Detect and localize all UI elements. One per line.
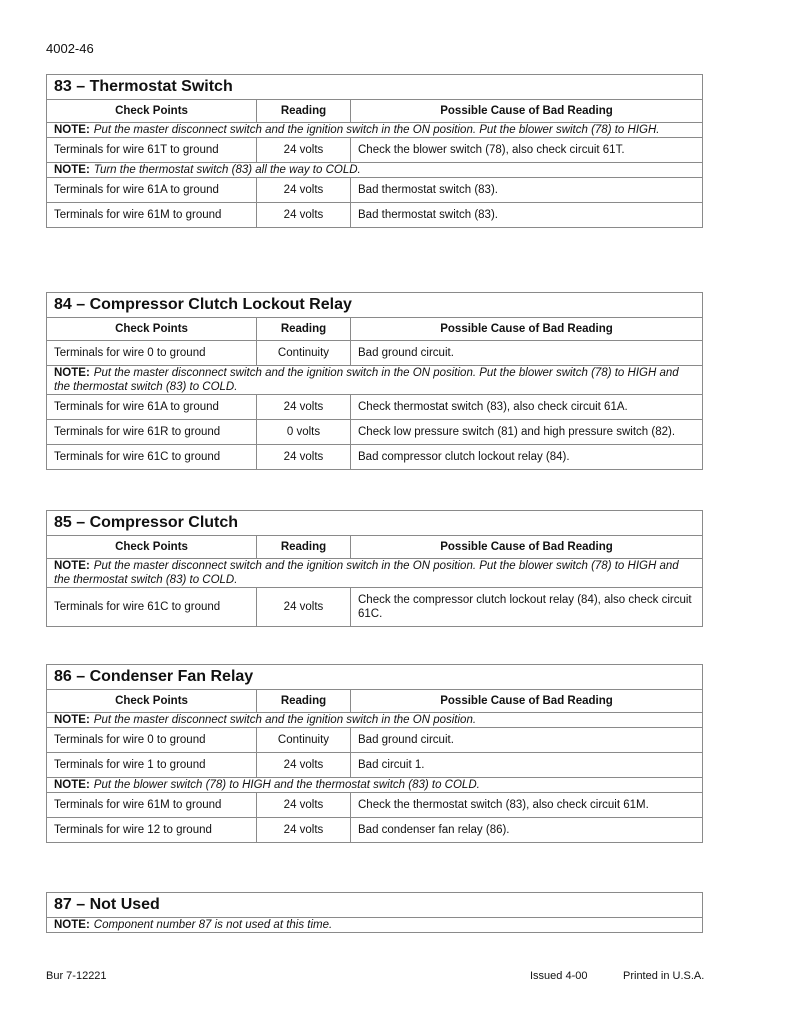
check-points-header: Check Points (47, 318, 257, 341)
cause-cell: Check the compressor clutch lockout relay (84), also check circuit 61C. (351, 588, 703, 627)
section-table (46, 74, 703, 228)
page-number: 4002-46 (46, 41, 94, 56)
check-point-cell: Terminals for wire 12 to ground (47, 818, 257, 843)
check-point-cell: Terminals for wire 1 to ground (47, 753, 257, 778)
cause-header: Possible Cause of Bad Reading (351, 100, 703, 123)
table-row (47, 588, 703, 627)
check-point-cell: Terminals for wire 61A to ground (47, 395, 257, 420)
section-table (46, 892, 703, 933)
note-row (47, 366, 703, 395)
reading-cell: 24 volts (257, 203, 351, 228)
check-point-cell: Terminals for wire 61R to ground (47, 420, 257, 445)
note-text: Put the master disconnect switch and the ignition switch in the ON position. Put the blower switch (78) to HIGH and the thermostat switch (83) to COLD. (54, 560, 679, 586)
table-row (47, 420, 703, 445)
note-cell (47, 163, 703, 178)
section-title: 83 – Thermostat Switch (47, 75, 703, 100)
reading-cell: 24 volts (257, 588, 351, 627)
note-text: Put the master disconnect switch and the ignition switch in the ON position. (93, 714, 477, 726)
check-point-cell: Terminals for wire 61T to ground (47, 138, 257, 163)
note-cell (47, 559, 703, 588)
cause-header: Possible Cause of Bad Reading (351, 536, 703, 559)
cause-cell: Bad thermostat switch (83). (351, 178, 703, 203)
check-point-cell: Terminals for wire 61C to ground (47, 445, 257, 470)
cause-cell: Check thermostat switch (83), also check circuit 61A. (351, 395, 703, 420)
note-row (47, 778, 703, 793)
note-cell (47, 778, 703, 793)
check-points-header: Check Points (47, 690, 257, 713)
note-text: Put the master disconnect switch and the ignition switch in the ON position. Put the blower switch (78) to HIGH and the thermostat switch (83) to COLD. (54, 367, 679, 393)
note-cell (47, 123, 703, 138)
cause-cell: Bad thermostat switch (83). (351, 203, 703, 228)
cause-cell: Bad compressor clutch lockout relay (84). (351, 445, 703, 470)
check-points-header: Check Points (47, 100, 257, 123)
reading-cell: 24 volts (257, 793, 351, 818)
note-row (47, 918, 703, 933)
cause-cell: Check low pressure switch (81) and high pressure switch (82). (351, 420, 703, 445)
check-point-cell: Terminals for wire 61C to ground (47, 588, 257, 627)
column-header-row (47, 318, 703, 341)
reading-cell: 24 volts (257, 395, 351, 420)
table-row (47, 445, 703, 470)
reading-cell: 24 volts (257, 818, 351, 843)
column-header-row (47, 100, 703, 123)
cause-header: Possible Cause of Bad Reading (351, 318, 703, 341)
section-title: 87 – Not Used (47, 893, 703, 918)
note-row (47, 559, 703, 588)
cause-header: Possible Cause of Bad Reading (351, 690, 703, 713)
note-cell (47, 918, 703, 933)
table-row (47, 395, 703, 420)
note-cell (47, 713, 703, 728)
note-text: Put the master disconnect switch and the ignition switch in the ON position. Put the blower switch (78) to HIGH. (93, 124, 660, 136)
reading-cell: 0 volts (257, 420, 351, 445)
note-label: NOTE: (54, 919, 90, 931)
note-text: Put the blower switch (78) to HIGH and the thermostat switch (83) to COLD. (93, 779, 480, 791)
reading-cell: 24 volts (257, 138, 351, 163)
reading-cell: 24 volts (257, 178, 351, 203)
cause-cell: Bad ground circuit. (351, 341, 703, 366)
table-row (47, 728, 703, 753)
check-point-cell: Terminals for wire 0 to ground (47, 728, 257, 753)
column-header-row (47, 690, 703, 713)
reading-header: Reading (257, 536, 351, 559)
note-row (47, 713, 703, 728)
section-title: 86 – Condenser Fan Relay (47, 665, 703, 690)
reading-cell: 24 volts (257, 753, 351, 778)
section-title: 85 – Compressor Clutch (47, 511, 703, 536)
check-point-cell: Terminals for wire 61A to ground (47, 178, 257, 203)
check-point-cell: Terminals for wire 61M to ground (47, 203, 257, 228)
cause-cell: Bad circuit 1. (351, 753, 703, 778)
cause-cell: Bad ground circuit. (351, 728, 703, 753)
note-label: NOTE: (54, 124, 90, 136)
cause-cell: Bad condenser fan relay (86). (351, 818, 703, 843)
table-row (47, 178, 703, 203)
footer-document-number: Bur 7-12221 (46, 970, 107, 982)
reading-header: Reading (257, 318, 351, 341)
note-cell (47, 366, 703, 395)
cause-cell: Check the blower switch (78), also check circuit 61T. (351, 138, 703, 163)
reading-cell: Continuity (257, 728, 351, 753)
note-row (47, 163, 703, 178)
section-table (46, 510, 703, 627)
section-table (46, 664, 703, 843)
table-row (47, 818, 703, 843)
column-header-row (47, 536, 703, 559)
check-points-header: Check Points (47, 536, 257, 559)
footer-issued: Issued 4-00 (530, 970, 588, 982)
table-row (47, 138, 703, 163)
note-label: NOTE: (54, 560, 90, 572)
reading-cell: 24 volts (257, 445, 351, 470)
note-label: NOTE: (54, 367, 90, 379)
reading-header: Reading (257, 100, 351, 123)
check-point-cell: Terminals for wire 0 to ground (47, 341, 257, 366)
cause-cell: Check the thermostat switch (83), also check circuit 61M. (351, 793, 703, 818)
section-table (46, 292, 703, 470)
note-label: NOTE: (54, 164, 90, 176)
note-text: Component number 87 is not used at this time. (93, 919, 333, 931)
reading-header: Reading (257, 690, 351, 713)
note-label: NOTE: (54, 714, 90, 726)
note-row (47, 123, 703, 138)
footer-printed: Printed in U.S.A. (623, 970, 705, 982)
note-label: NOTE: (54, 779, 90, 791)
reading-cell: Continuity (257, 341, 351, 366)
table-row (47, 753, 703, 778)
table-row (47, 341, 703, 366)
note-text: Turn the thermostat switch (83) all the way to COLD. (93, 164, 361, 176)
check-point-cell: Terminals for wire 61M to ground (47, 793, 257, 818)
table-row (47, 793, 703, 818)
table-row (47, 203, 703, 228)
section-title: 84 – Compressor Clutch Lockout Relay (47, 293, 703, 318)
